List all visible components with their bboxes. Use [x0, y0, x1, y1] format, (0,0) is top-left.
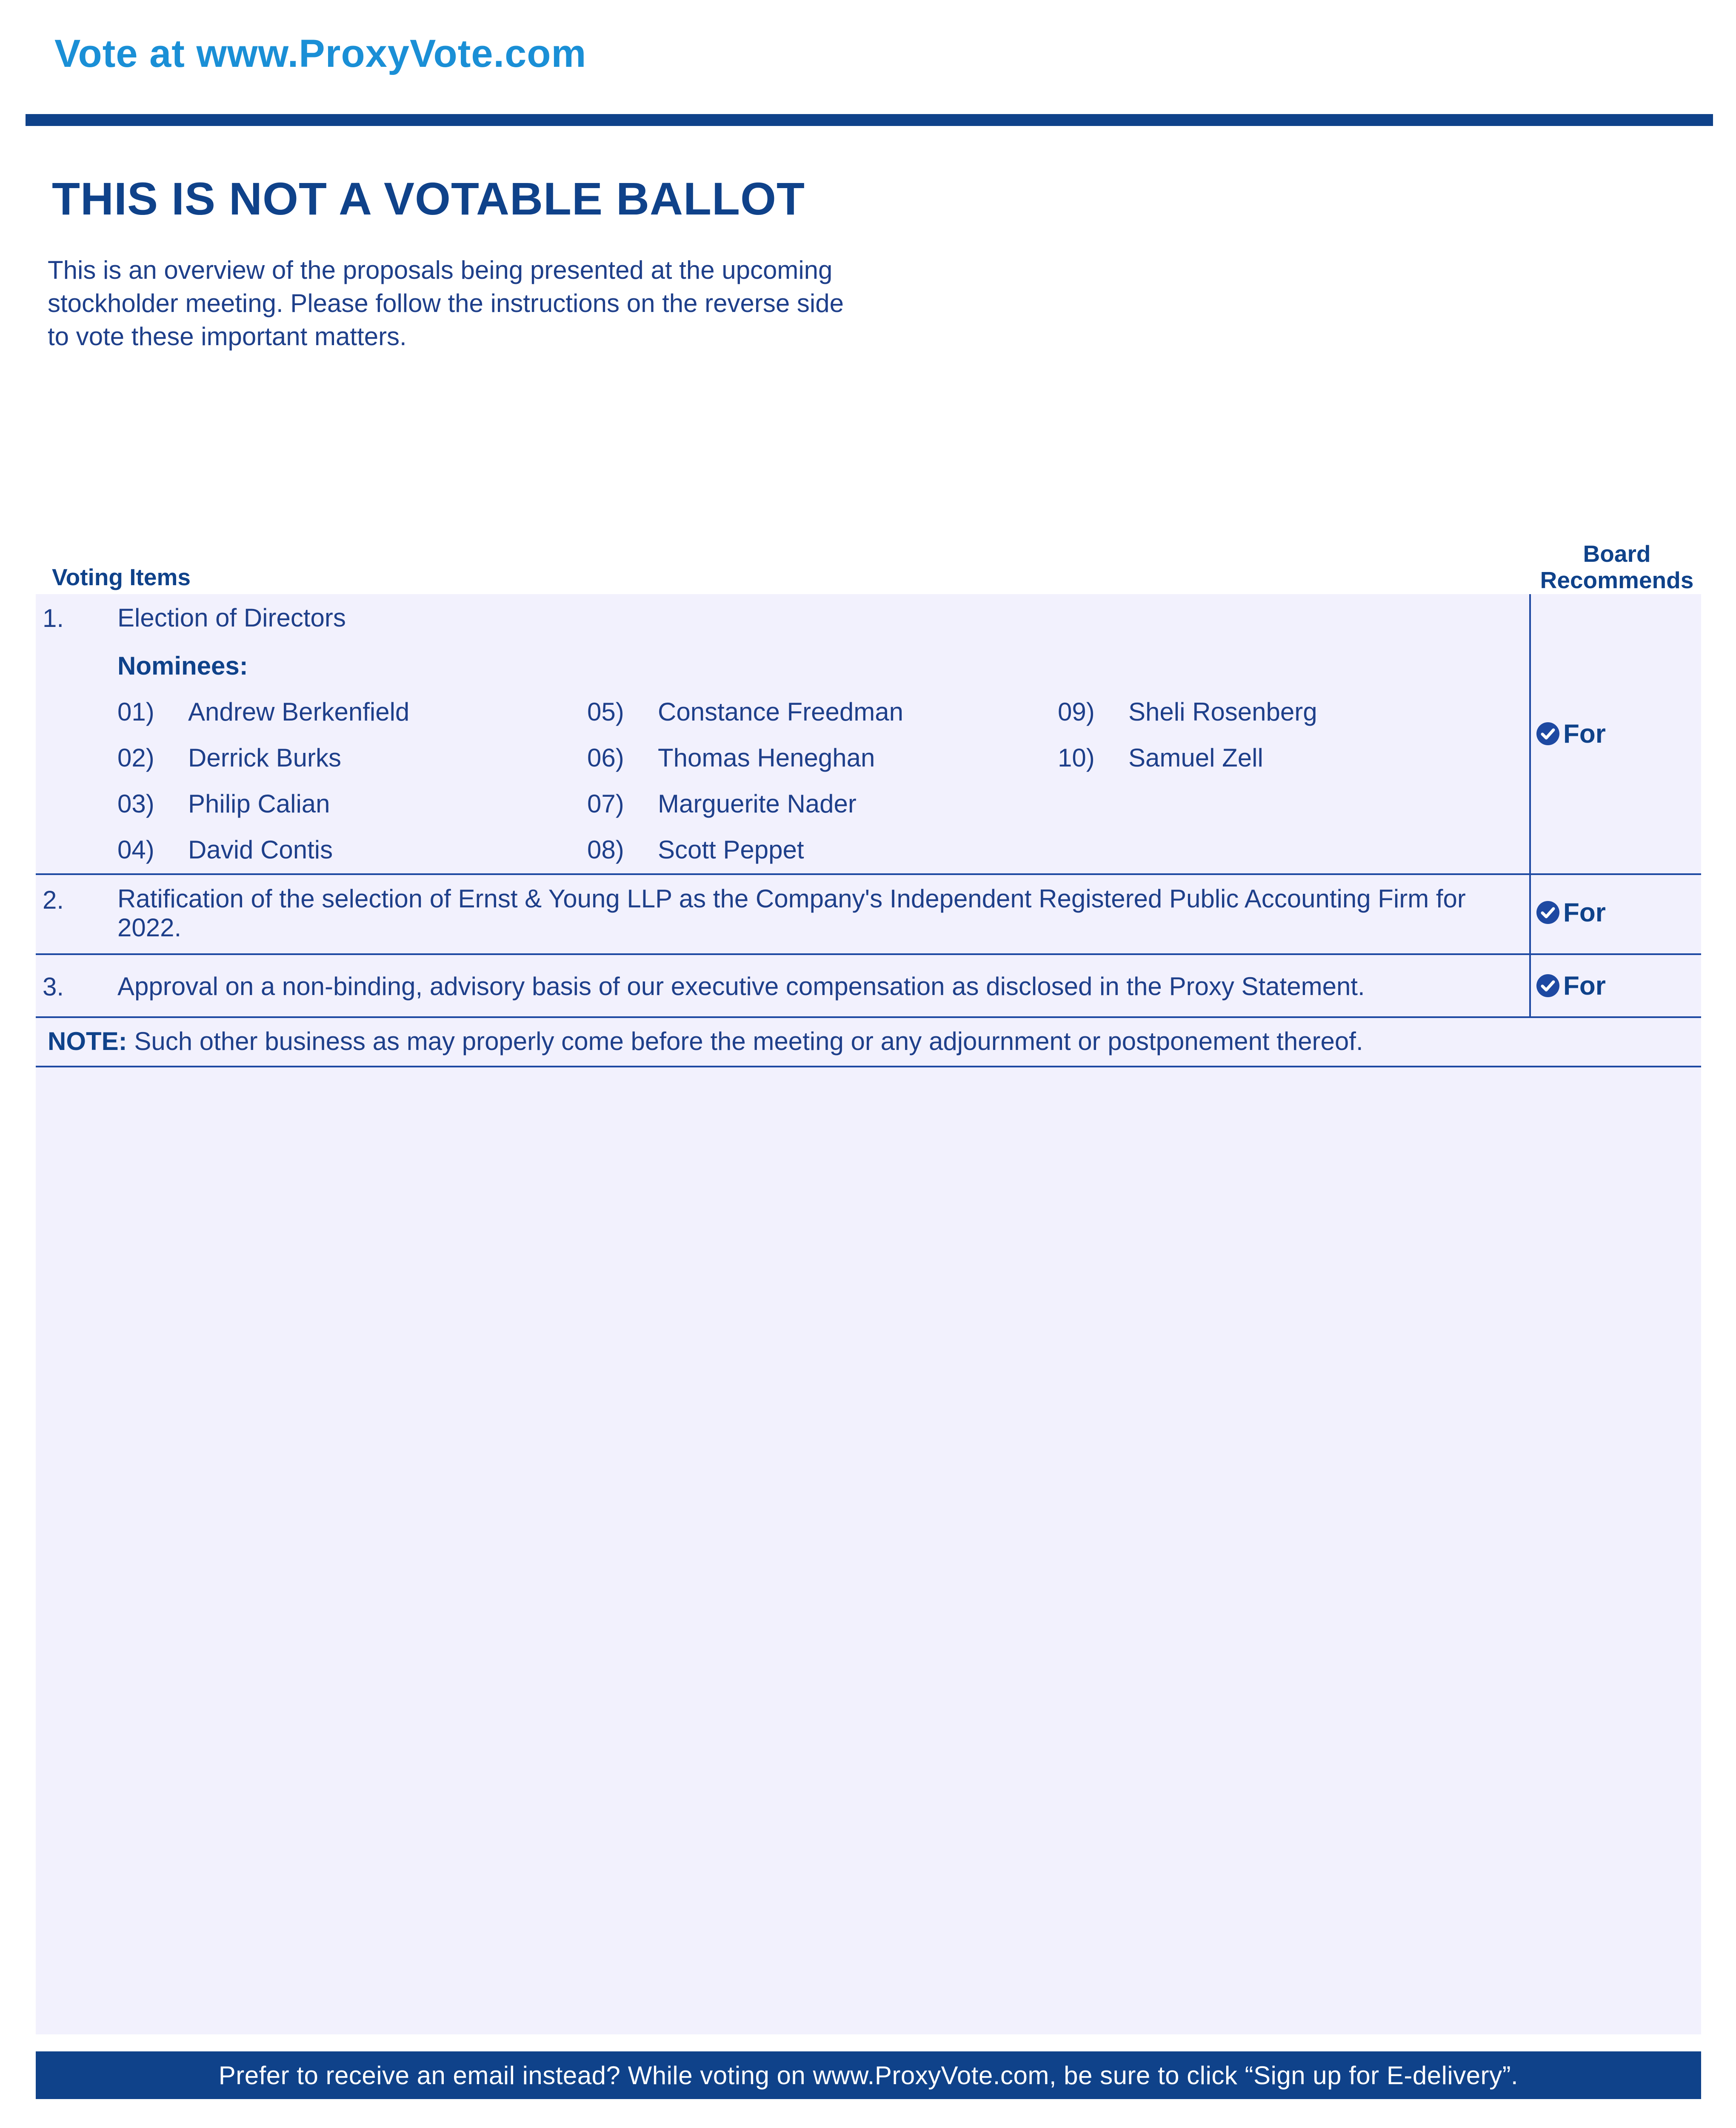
vote-website-link[interactable]: Vote at www.ProxyVote.com [54, 32, 587, 75]
board-header-line2: Recommends [1540, 567, 1694, 593]
nominee-name: David Contis [188, 835, 333, 864]
intro-text: This is an overview of the proposals being presented at the upcoming stockholder meeting. Please follow the instructions on the reverse side to vote these important matters. [48, 256, 844, 351]
item-2-number: 2. [43, 886, 64, 914]
nominee-number: 05) [587, 698, 624, 726]
recommendation-label: For [1563, 898, 1606, 927]
nominee-number: 02) [117, 744, 154, 772]
nominee-name: Thomas Heneghan [658, 744, 875, 772]
nominee-name: Marguerite Nader [658, 789, 857, 818]
nominee-name: Samuel Zell [1128, 744, 1263, 772]
note-label: NOTE: [48, 1027, 127, 1055]
check-circle-icon [1536, 901, 1560, 924]
item-3-text: Approval on a non-binding, advisory basis of our executive compensation as disclosed in the Proxy Statement. [117, 972, 1365, 1001]
row-divider [36, 953, 1701, 955]
nominee-number: 04) [117, 835, 154, 864]
nominee-number: 07) [587, 789, 624, 818]
item-1-recommendation [1536, 720, 1606, 747]
item-1-text: Election of Directors [117, 604, 346, 632]
page-title: THIS IS NOT A VOTABLE BALLOT [52, 173, 805, 224]
board-recommends-header [1531, 541, 1703, 593]
recommendation-label: For [1563, 971, 1606, 1001]
nominee-number: 09) [1058, 698, 1095, 726]
nominee-number: 03) [117, 789, 154, 818]
voting-items-header: Voting Items [52, 564, 191, 590]
nominee-name: Derrick Burks [188, 744, 342, 772]
footer-banner [36, 2051, 1701, 2099]
nominee-number: 10) [1058, 744, 1095, 772]
recommendation-label: For [1563, 719, 1606, 749]
nominee-name: Philip Calian [188, 789, 330, 818]
row-divider [36, 873, 1701, 875]
row-divider [36, 1066, 1701, 1067]
note-row [48, 1027, 1363, 1056]
item-1-number: 1. [43, 604, 64, 632]
item-2-text: Ratification of the selection of Ernst & Young LLP as the Company's Independent Registered Public Accounting Firm for 2022. [117, 884, 1466, 942]
nominee-number: 01) [117, 698, 154, 726]
nominees-label: Nominees: [117, 652, 248, 680]
board-header-line1: Board [1583, 541, 1651, 567]
nominee-name: Sheli Rosenberg [1128, 698, 1317, 726]
item-3-number: 3. [43, 972, 64, 1001]
note-text: Such other business as may properly come before the meeting or any adjournment or postponement thereof. [127, 1027, 1363, 1055]
nominee-name: Constance Freedman [658, 698, 903, 726]
row-divider [36, 1016, 1701, 1018]
check-circle-icon [1536, 974, 1560, 998]
nominee-number: 08) [587, 835, 624, 864]
nominee-name: Andrew Berkenfield [188, 698, 410, 726]
footer-text: Prefer to receive an email instead? While voting on www.ProxyVote.com, be sure to click “Sign up for E-delivery”. [218, 2061, 1519, 2090]
header-divider [26, 114, 1713, 126]
nominee-name: Scott Peppet [658, 835, 804, 864]
item-3-recommendation [1536, 972, 1606, 999]
nominee-number: 06) [587, 744, 624, 772]
item-2-recommendation [1536, 899, 1606, 926]
check-circle-icon [1536, 722, 1560, 746]
